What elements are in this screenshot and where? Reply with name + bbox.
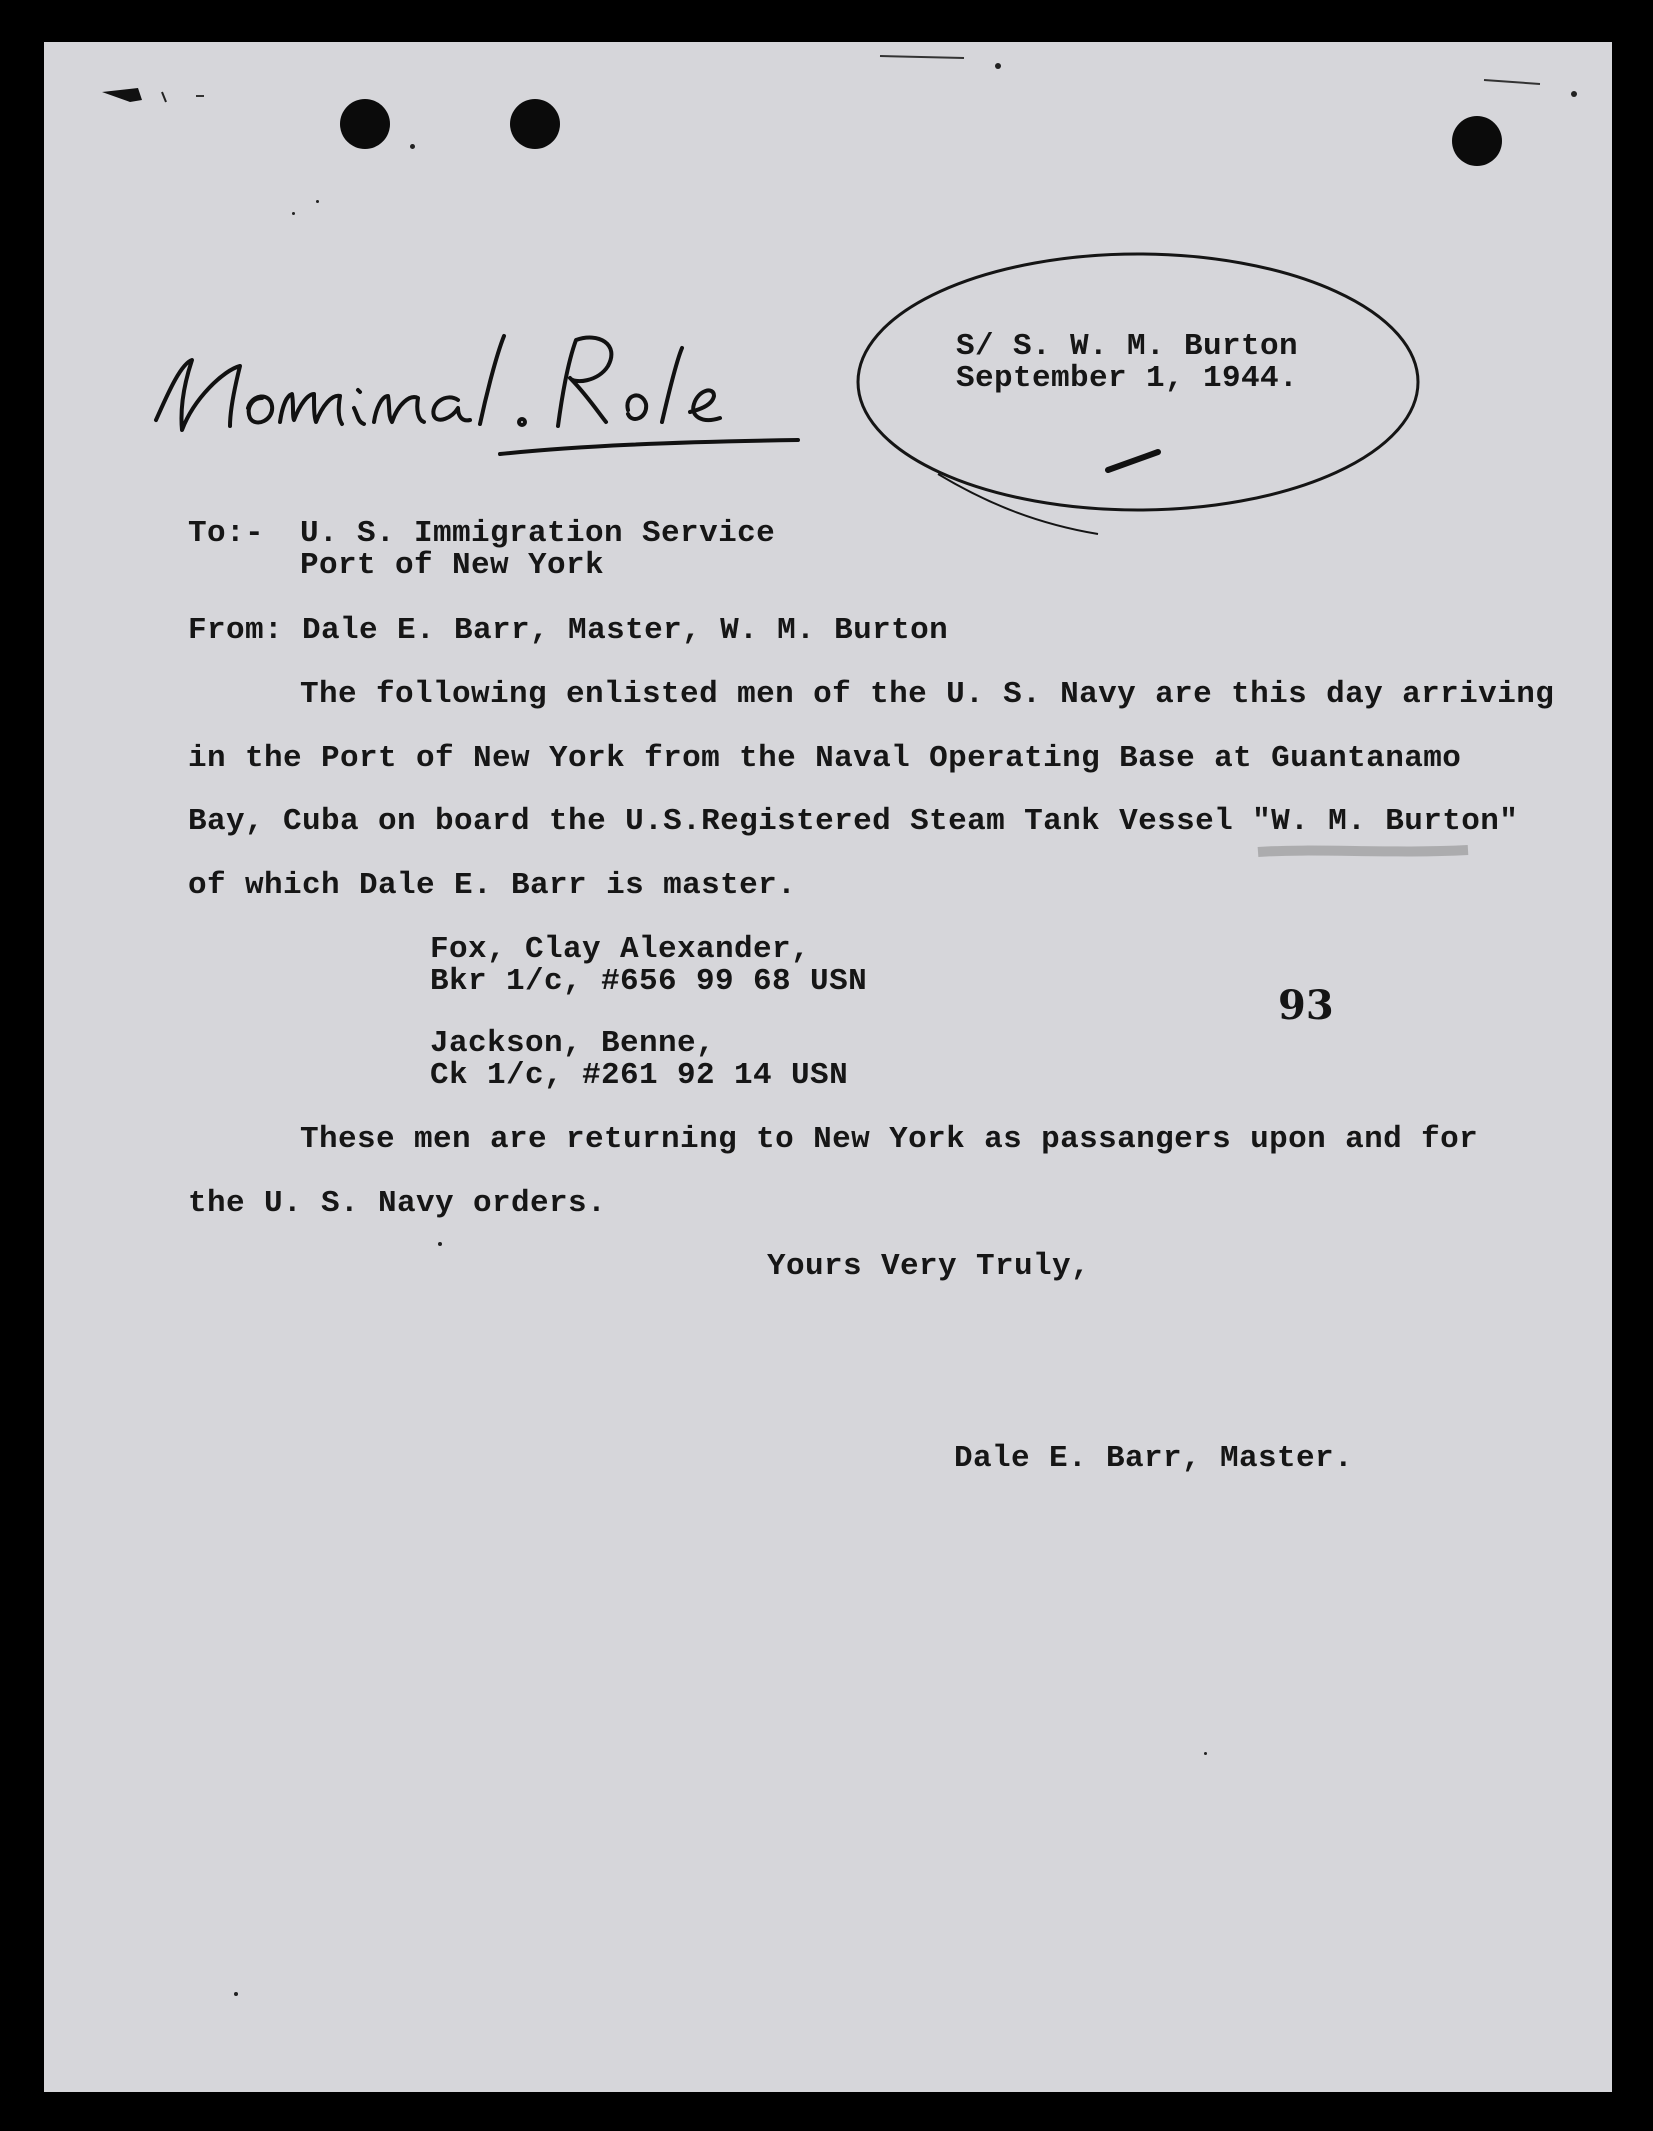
signature-line: Dale E. Barr, Master. bbox=[954, 1441, 1354, 1476]
dust-speck bbox=[1204, 1752, 1207, 1755]
dust-speck bbox=[316, 200, 319, 203]
from-line: From: Dale E. Barr, Master, W. M. Burton bbox=[188, 613, 949, 648]
top-right-edge-marks bbox=[1444, 42, 1604, 102]
page-number: 93 bbox=[1278, 982, 1334, 1029]
crew-rank-number: Bkr 1/c, #656 99 68 USN bbox=[430, 964, 868, 999]
to-recipient-line2: Port of New York bbox=[300, 548, 605, 583]
handwritten-note-nominal-role bbox=[128, 312, 808, 472]
crew-rank-number: Ck 1/c, #261 92 14 USN bbox=[430, 1058, 849, 1093]
erasure-smudge bbox=[1254, 840, 1474, 864]
dust-speck bbox=[438, 1242, 442, 1246]
smudge-mark bbox=[100, 78, 260, 118]
body-line: of which Dale E. Barr is master. bbox=[188, 868, 797, 903]
body-line: in the Port of New York from the Naval Operating Base at Guantanamo bbox=[188, 741, 1462, 776]
stamp-vessel-line: S/ S. W. M. Burton bbox=[956, 329, 1299, 364]
stamp-date-line: September 1, 1944. bbox=[956, 361, 1299, 396]
complimentary-close: Yours Very Truly, bbox=[767, 1249, 1091, 1284]
punch-hole-left bbox=[340, 99, 390, 149]
closing-paragraph-line: the U. S. Navy orders. bbox=[188, 1186, 607, 1221]
body-line: The following enlisted men of the U. S. Navy are this day arriving bbox=[300, 677, 1555, 712]
punch-hole-center bbox=[510, 99, 560, 149]
closing-paragraph-line: These men are returning to New York as passangers upon and for bbox=[300, 1122, 1479, 1157]
to-recipient-line1: U. S. Immigration Service bbox=[300, 516, 776, 551]
punch-hole-right bbox=[1452, 116, 1502, 166]
dust-speck bbox=[292, 212, 295, 215]
dust-speck bbox=[234, 1992, 238, 1996]
crew-name: Jackson, Benne, bbox=[430, 1026, 716, 1061]
top-edge-marks bbox=[874, 42, 1014, 72]
body-line: Bay, Cuba on board the U.S.Registered Steam Tank Vessel "W. M. Burton" bbox=[188, 804, 1519, 839]
dust-speck bbox=[410, 144, 415, 149]
document-page bbox=[44, 42, 1612, 2092]
crew-name: Fox, Clay Alexander, bbox=[430, 932, 811, 967]
to-label: To:- bbox=[188, 516, 265, 551]
